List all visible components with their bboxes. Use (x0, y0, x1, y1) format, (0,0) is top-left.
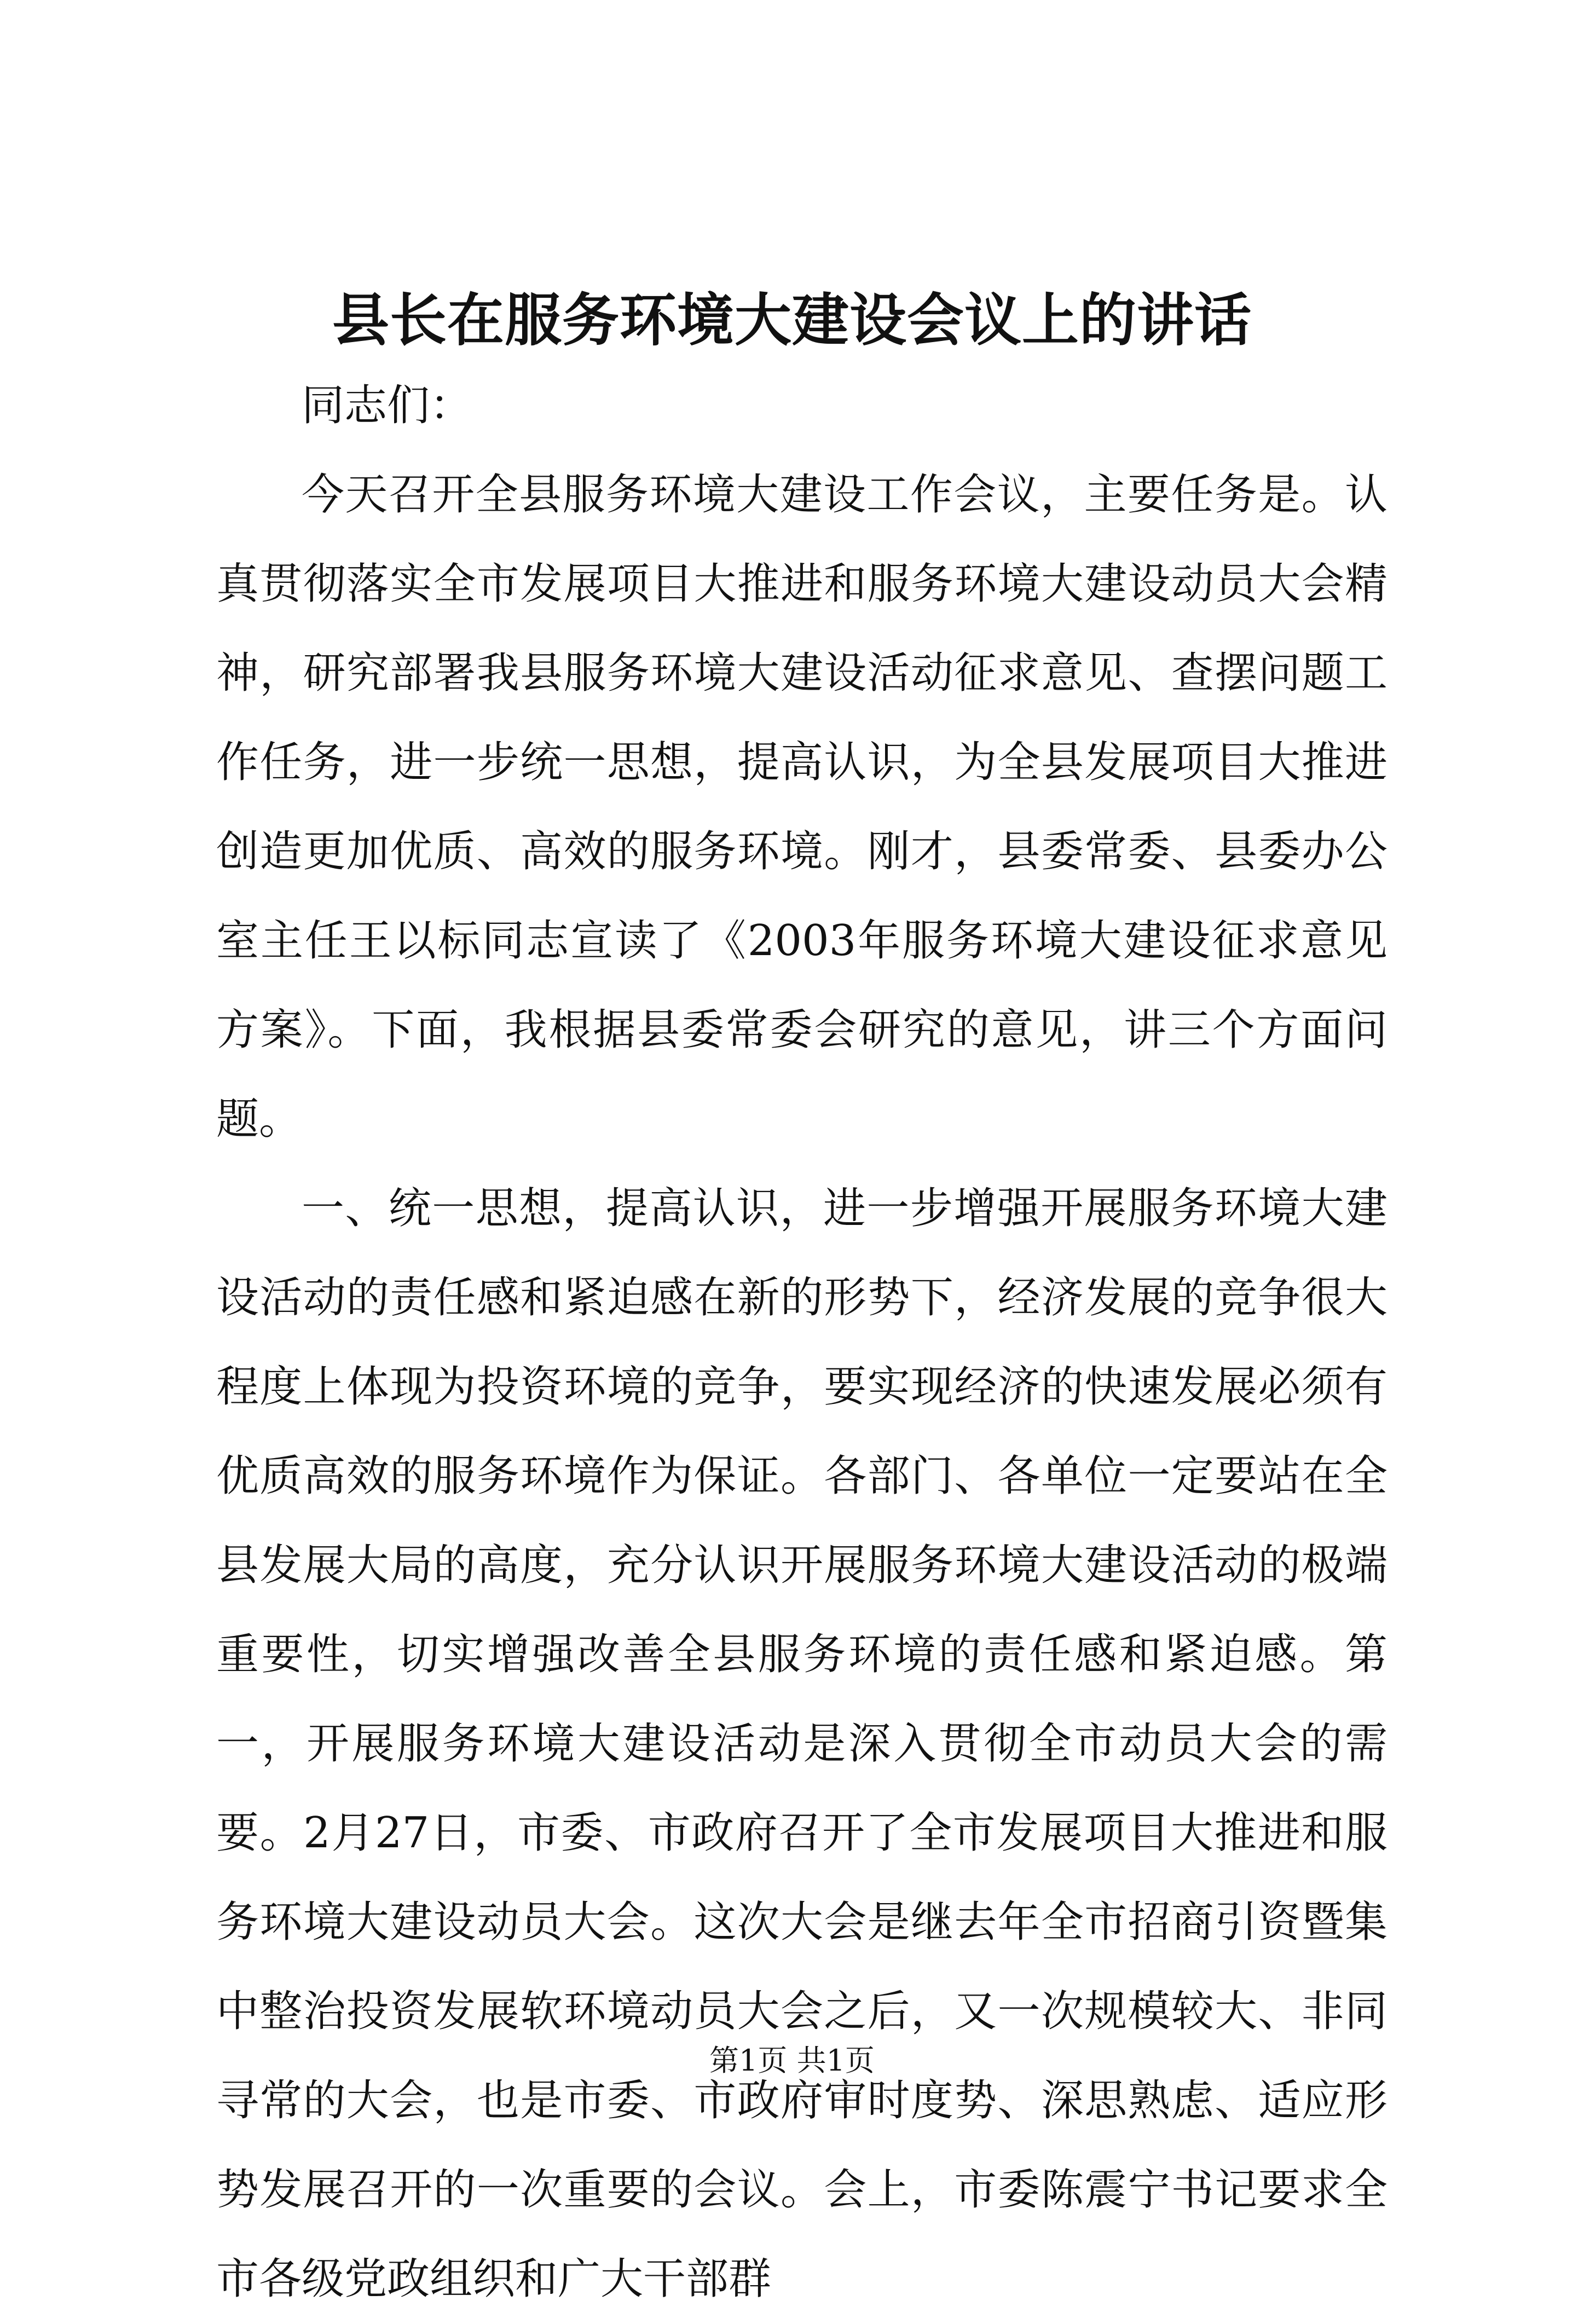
document-body (216, 361, 1388, 2324)
page-number-footer: 第1页 共1页 (709, 2043, 875, 2078)
intro-paragraph: 今天召开全县服务环境大建设工作会议，主要任务是。认真贯彻落实全市发展项目大推进和服务环境大建设动员大会精神，研究部署我县服务环境大建设活动征求意见、查摆问题工作任务，进一步统一思想，提高认识，为全县发展项目大推进创造更加优质、高效的服务环境。刚才，县委常委、县委办公室主任王以标同志宣读了《2003年服务环境大建设征求意见方案》。下面，我根据县委常委会研究的意见，讲三个方面问题。 (216, 470, 1388, 1144)
salutation-paragraph: 同志们： (302, 381, 473, 430)
section-one-paragraph: 一、统一思想，提高认识，进一步增强开展服务环境大建设活动的责任感和紧迫感在新的形势下，经济发展的竞争很大程度上体现为投资环境的竞争，要实现经济的快速发展必须有优质高效的服务环境作为保证。各部门、各单位一定要站在全县发展大局的高度，充分认识开展服务环境大建设活动的极端重要性，切实增强改善全县服务环境的责任感和紧迫感。第一，开展服务环境大建设活动是深入贯彻全市动员大会的需要。2月27日，市委、市政府召开了全市发展项目大推进和服务环境大建设动员大会。这次大会是继去年全市招商引资暨集中整治投资发展软环境动员大会之后，又一次规模较大、非同寻常的大会，也是市委、市政府审时度势、深思熟虑、适应形势发展召开的一次重要的会议。会上，市委陈震宁书记要求全市各级党政组织和广大干部群 (216, 1184, 1388, 2304)
document-title: 县长在服务环境大建设会议上的讲话 (332, 286, 1252, 354)
